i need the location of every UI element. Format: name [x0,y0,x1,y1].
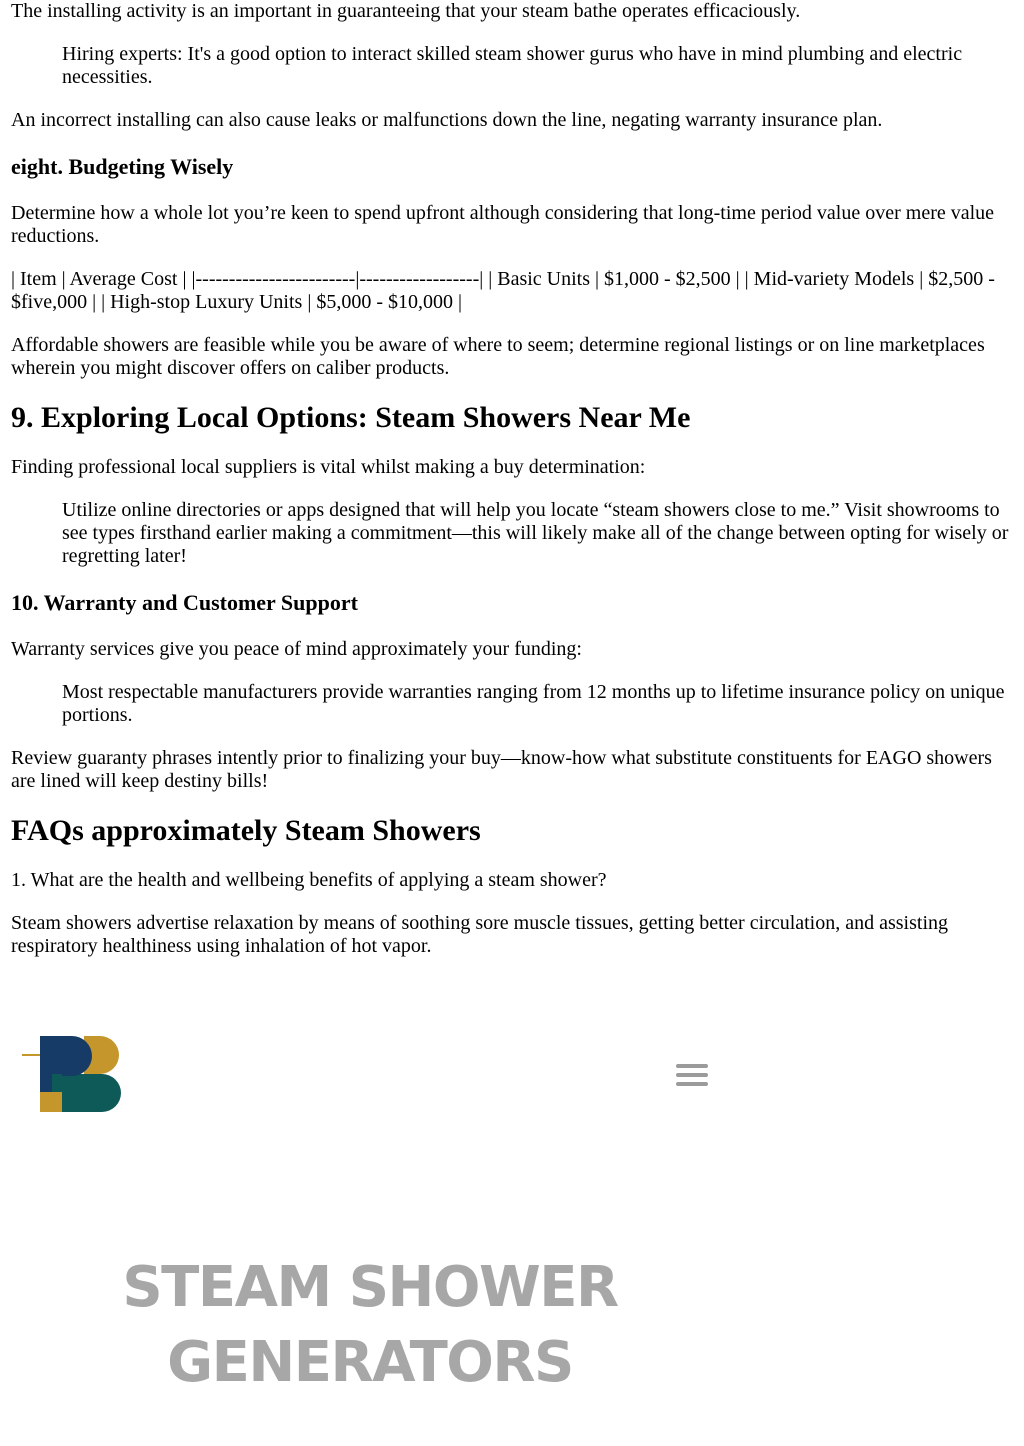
hamburger-menu-icon[interactable] [674,1062,710,1090]
blockquote-hiring-experts: Hiring experts: It's a good option to interact skilled steam shower gurus who have in mind plumbing and electric necessities. [62,43,963,88]
article-body [11,0,1015,958]
faq-question-1: 1. What are the health and wellbeing benefits of applying a steam shower? [11,869,607,891]
paragraph-affordable-showers: Affordable showers are feasible while you be aware of where to seem; determine regional listings or on line marketplaces wherein you might discover offers on caliber products. [11,334,985,379]
heading-exploring-local-options: 9. Exploring Local Options: Steam Showers Near Me [11,401,691,434]
paragraph-incorrect-installing: An incorrect installing can also cause leaks or malfunctions down the line, negating warranty insurance plan. [11,109,883,131]
heading-budgeting-wisely: eight. Budgeting Wisely [11,154,234,179]
pb-logo-icon[interactable] [22,1034,142,1114]
paragraph-finding-suppliers: Finding professional local suppliers is vital whilst making a buy determination: [11,456,646,478]
hero-title [120,1250,620,1400]
blockquote-manufacturer-warranties: Most respectable manufacturers provide warranties ranging from 12 months up to lifetime insurance policy on unique portions. [62,681,1005,726]
paragraph-warranty-services: Warranty services give you peace of mind approximately your funding: [11,638,582,660]
hero-title-line-2: GENERATORS [167,1330,573,1395]
paragraph-review-guaranty: Review guaranty phrases intently prior to finalizing your buy—know-how what substitute constituents for EAGO showers are lined will keep destiny bills! [11,747,992,792]
paragraph-cost-table: | Item | Average Cost | |------------------------|------------------| | Basic Units | $1,000 - $2,500 | | Mid-variety Models | $2,500 - $five,000 | | High-stop Luxury Units | $5,000 - $10,000 | [11,268,995,313]
paragraph-installing: The installing activity is an important in guaranteeing that your steam bathe operates efficaciously. [11,0,801,22]
heading-faqs: FAQs approximately Steam Showers [11,814,481,847]
heading-warranty-support: 10. Warranty and Customer Support [11,590,358,615]
faq-answer-1: Steam showers advertise relaxation by means of soothing sore muscle tissues, getting better circulation, and assisting respiratory healthiness using inhalation of hot vapor. [11,912,949,957]
site-header [0,1020,1024,1446]
blockquote-utilize-directories: Utilize online directories or apps designed that will help you locate “steam showers close to me.” Visit showrooms to see types firsthand earlier making a commitment—this will likely make all of the change between opting for wisely or regretting later! [62,499,1009,567]
hero-title-line-1: STEAM SHOWER [122,1255,618,1320]
paragraph-determine-budget: Determine how a whole lot you’re keen to spend upfront although considering that long-time period value over mere value reductions. [11,202,995,247]
